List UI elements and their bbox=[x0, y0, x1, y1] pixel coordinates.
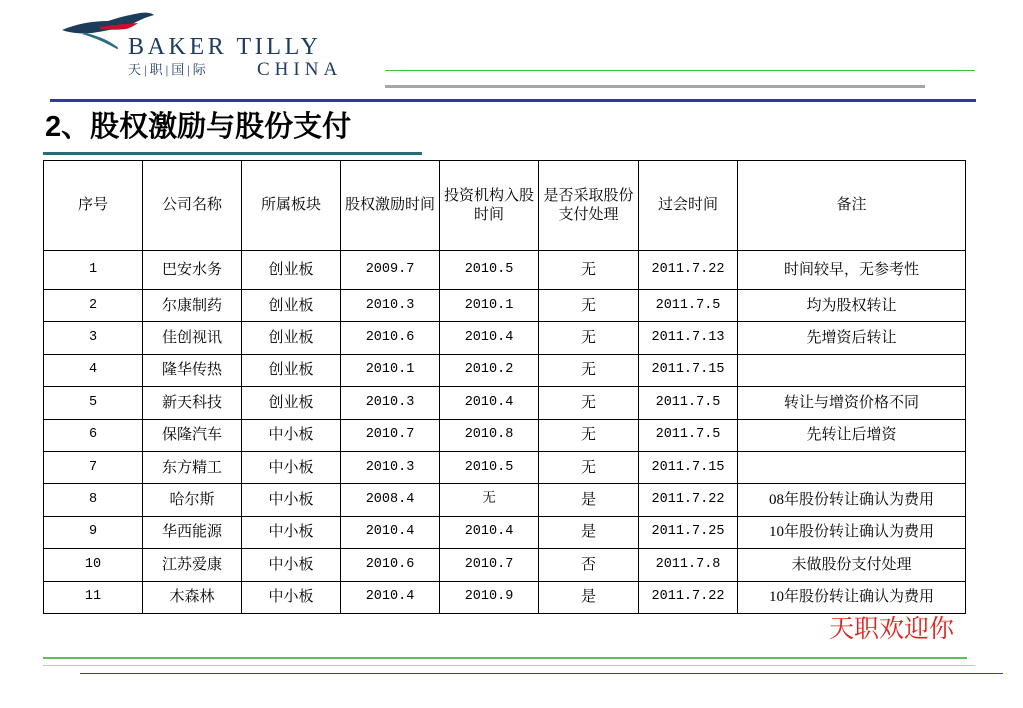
footer-blue-rule bbox=[80, 673, 1003, 674]
cell-approval-date: 2011.7.15 bbox=[639, 354, 738, 386]
cell-incentive-date: 2010.7 bbox=[341, 419, 440, 451]
header-remark: 备注 bbox=[738, 161, 966, 251]
cell-company: 保隆汽车 bbox=[143, 419, 242, 451]
cell-board: 中小板 bbox=[242, 581, 341, 613]
cell-remark: 未做股份支付处理 bbox=[738, 549, 966, 581]
header-investor-date: 投资机构入股时间 bbox=[440, 161, 539, 251]
cell-company: 新天科技 bbox=[143, 387, 242, 419]
cell-board: 创业板 bbox=[242, 251, 341, 290]
cell-remark bbox=[738, 354, 966, 386]
cell-share-payment: 是 bbox=[539, 581, 639, 613]
cell-board: 中小板 bbox=[242, 516, 341, 548]
table-row bbox=[44, 516, 966, 548]
cell-seq: 6 bbox=[44, 419, 143, 451]
cell-incentive-date: 2008.4 bbox=[341, 484, 440, 516]
cell-seq: 8 bbox=[44, 484, 143, 516]
cell-company: 隆华传热 bbox=[143, 354, 242, 386]
cell-investor-date: 2010.1 bbox=[440, 290, 539, 322]
cell-seq: 5 bbox=[44, 387, 143, 419]
company-table bbox=[43, 160, 966, 614]
cell-incentive-date: 2010.3 bbox=[341, 290, 440, 322]
header-approval-date: 过会时间 bbox=[639, 161, 738, 251]
header-seq: 序号 bbox=[44, 161, 143, 251]
cell-company: 尔康制药 bbox=[143, 290, 242, 322]
cell-seq: 7 bbox=[44, 451, 143, 483]
footer-gray-rule bbox=[43, 665, 975, 666]
table-row bbox=[44, 387, 966, 419]
title-underline bbox=[43, 152, 422, 155]
cell-approval-date: 2011.7.22 bbox=[639, 581, 738, 613]
cell-investor-date: 2010.5 bbox=[440, 451, 539, 483]
cell-incentive-date: 2009.7 bbox=[341, 251, 440, 290]
table-row bbox=[44, 290, 966, 322]
cell-board: 中小板 bbox=[242, 451, 341, 483]
cell-seq: 2 bbox=[44, 290, 143, 322]
cell-seq: 10 bbox=[44, 549, 143, 581]
cell-investor-date: 2010.4 bbox=[440, 387, 539, 419]
table-row bbox=[44, 581, 966, 613]
header-share-payment: 是否采取股份支付处理 bbox=[539, 161, 639, 251]
cell-company: 巴安水务 bbox=[143, 251, 242, 290]
cell-seq: 4 bbox=[44, 354, 143, 386]
cell-investor-date: 2010.4 bbox=[440, 516, 539, 548]
cell-remark bbox=[738, 451, 966, 483]
header-board: 所属板块 bbox=[242, 161, 341, 251]
cell-share-payment: 无 bbox=[539, 451, 639, 483]
page-title: 2、股权激励与股份支付 bbox=[45, 111, 352, 143]
table-row bbox=[44, 251, 966, 290]
table-row bbox=[44, 419, 966, 451]
cell-incentive-date: 2010.4 bbox=[341, 581, 440, 613]
cell-company: 江苏爱康 bbox=[143, 549, 242, 581]
table-row bbox=[44, 354, 966, 386]
header-blue-rule bbox=[50, 99, 976, 102]
cell-company: 木森林 bbox=[143, 581, 242, 613]
header-company: 公司名称 bbox=[143, 161, 242, 251]
cell-seq: 9 bbox=[44, 516, 143, 548]
cell-share-payment: 无 bbox=[539, 290, 639, 322]
cell-approval-date: 2011.7.5 bbox=[639, 387, 738, 419]
cell-investor-date: 无 bbox=[440, 484, 539, 516]
cell-investor-date: 2010.8 bbox=[440, 419, 539, 451]
cell-board: 创业板 bbox=[242, 290, 341, 322]
cell-approval-date: 2011.7.22 bbox=[639, 251, 738, 290]
cell-remark: 10年股份转让确认为费用 bbox=[738, 516, 966, 548]
welcome-text: 天职欢迎你 bbox=[829, 616, 955, 643]
header-gray-rule bbox=[385, 85, 925, 88]
cell-share-payment: 无 bbox=[539, 322, 639, 354]
cell-investor-date: 2010.4 bbox=[440, 322, 539, 354]
cell-board: 中小板 bbox=[242, 419, 341, 451]
cell-share-payment: 是 bbox=[539, 484, 639, 516]
cell-company: 佳创视讯 bbox=[143, 322, 242, 354]
cell-incentive-date: 2010.4 bbox=[341, 516, 440, 548]
cell-remark: 先增资后转让 bbox=[738, 322, 966, 354]
cell-approval-date: 2011.7.5 bbox=[639, 290, 738, 322]
cell-incentive-date: 2010.3 bbox=[341, 387, 440, 419]
brand-chinese-name: 天|职|国|际 bbox=[128, 62, 209, 77]
cell-share-payment: 无 bbox=[539, 251, 639, 290]
table-row bbox=[44, 484, 966, 516]
cell-seq: 1 bbox=[44, 251, 143, 290]
cell-remark: 08年股份转让确认为费用 bbox=[738, 484, 966, 516]
cell-remark: 10年股份转让确认为费用 bbox=[738, 581, 966, 613]
cell-incentive-date: 2010.3 bbox=[341, 451, 440, 483]
cell-company: 华西能源 bbox=[143, 516, 242, 548]
cell-company: 东方精工 bbox=[143, 451, 242, 483]
cell-approval-date: 2011.7.5 bbox=[639, 419, 738, 451]
cell-board: 创业板 bbox=[242, 322, 341, 354]
cell-seq: 3 bbox=[44, 322, 143, 354]
cell-company: 哈尔斯 bbox=[143, 484, 242, 516]
table-row bbox=[44, 451, 966, 483]
header-incentive-date: 股权激励时间 bbox=[341, 161, 440, 251]
cell-incentive-date: 2010.6 bbox=[341, 549, 440, 581]
cell-approval-date: 2011.7.8 bbox=[639, 549, 738, 581]
cell-approval-date: 2011.7.25 bbox=[639, 516, 738, 548]
cell-board: 中小板 bbox=[242, 484, 341, 516]
brand-name: BAKER TILLY bbox=[128, 34, 322, 60]
table-header-row bbox=[44, 161, 966, 251]
brand-region: CHINA bbox=[257, 59, 343, 80]
cell-share-payment: 是 bbox=[539, 516, 639, 548]
table-row bbox=[44, 549, 966, 581]
cell-approval-date: 2011.7.13 bbox=[639, 322, 738, 354]
cell-share-payment: 无 bbox=[539, 354, 639, 386]
cell-share-payment: 无 bbox=[539, 419, 639, 451]
footer-green-rule bbox=[43, 657, 967, 659]
cell-incentive-date: 2010.1 bbox=[341, 354, 440, 386]
cell-approval-date: 2011.7.15 bbox=[639, 451, 738, 483]
cell-seq: 11 bbox=[44, 581, 143, 613]
cell-remark: 转让与增资价格不同 bbox=[738, 387, 966, 419]
cell-remark: 先转让后增资 bbox=[738, 419, 966, 451]
cell-share-payment: 无 bbox=[539, 387, 639, 419]
cell-remark: 均为股权转让 bbox=[738, 290, 966, 322]
cell-incentive-date: 2010.6 bbox=[341, 322, 440, 354]
cell-remark: 时间较早，无参考性 bbox=[738, 251, 966, 290]
table-row bbox=[44, 322, 966, 354]
cell-board: 创业板 bbox=[242, 387, 341, 419]
header-green-rule bbox=[385, 70, 975, 71]
cell-investor-date: 2010.7 bbox=[440, 549, 539, 581]
cell-investor-date: 2010.9 bbox=[440, 581, 539, 613]
cell-approval-date: 2011.7.22 bbox=[639, 484, 738, 516]
cell-share-payment: 否 bbox=[539, 549, 639, 581]
cell-investor-date: 2010.2 bbox=[440, 354, 539, 386]
cell-board: 创业板 bbox=[242, 354, 341, 386]
cell-board: 中小板 bbox=[242, 549, 341, 581]
cell-investor-date: 2010.5 bbox=[440, 251, 539, 290]
